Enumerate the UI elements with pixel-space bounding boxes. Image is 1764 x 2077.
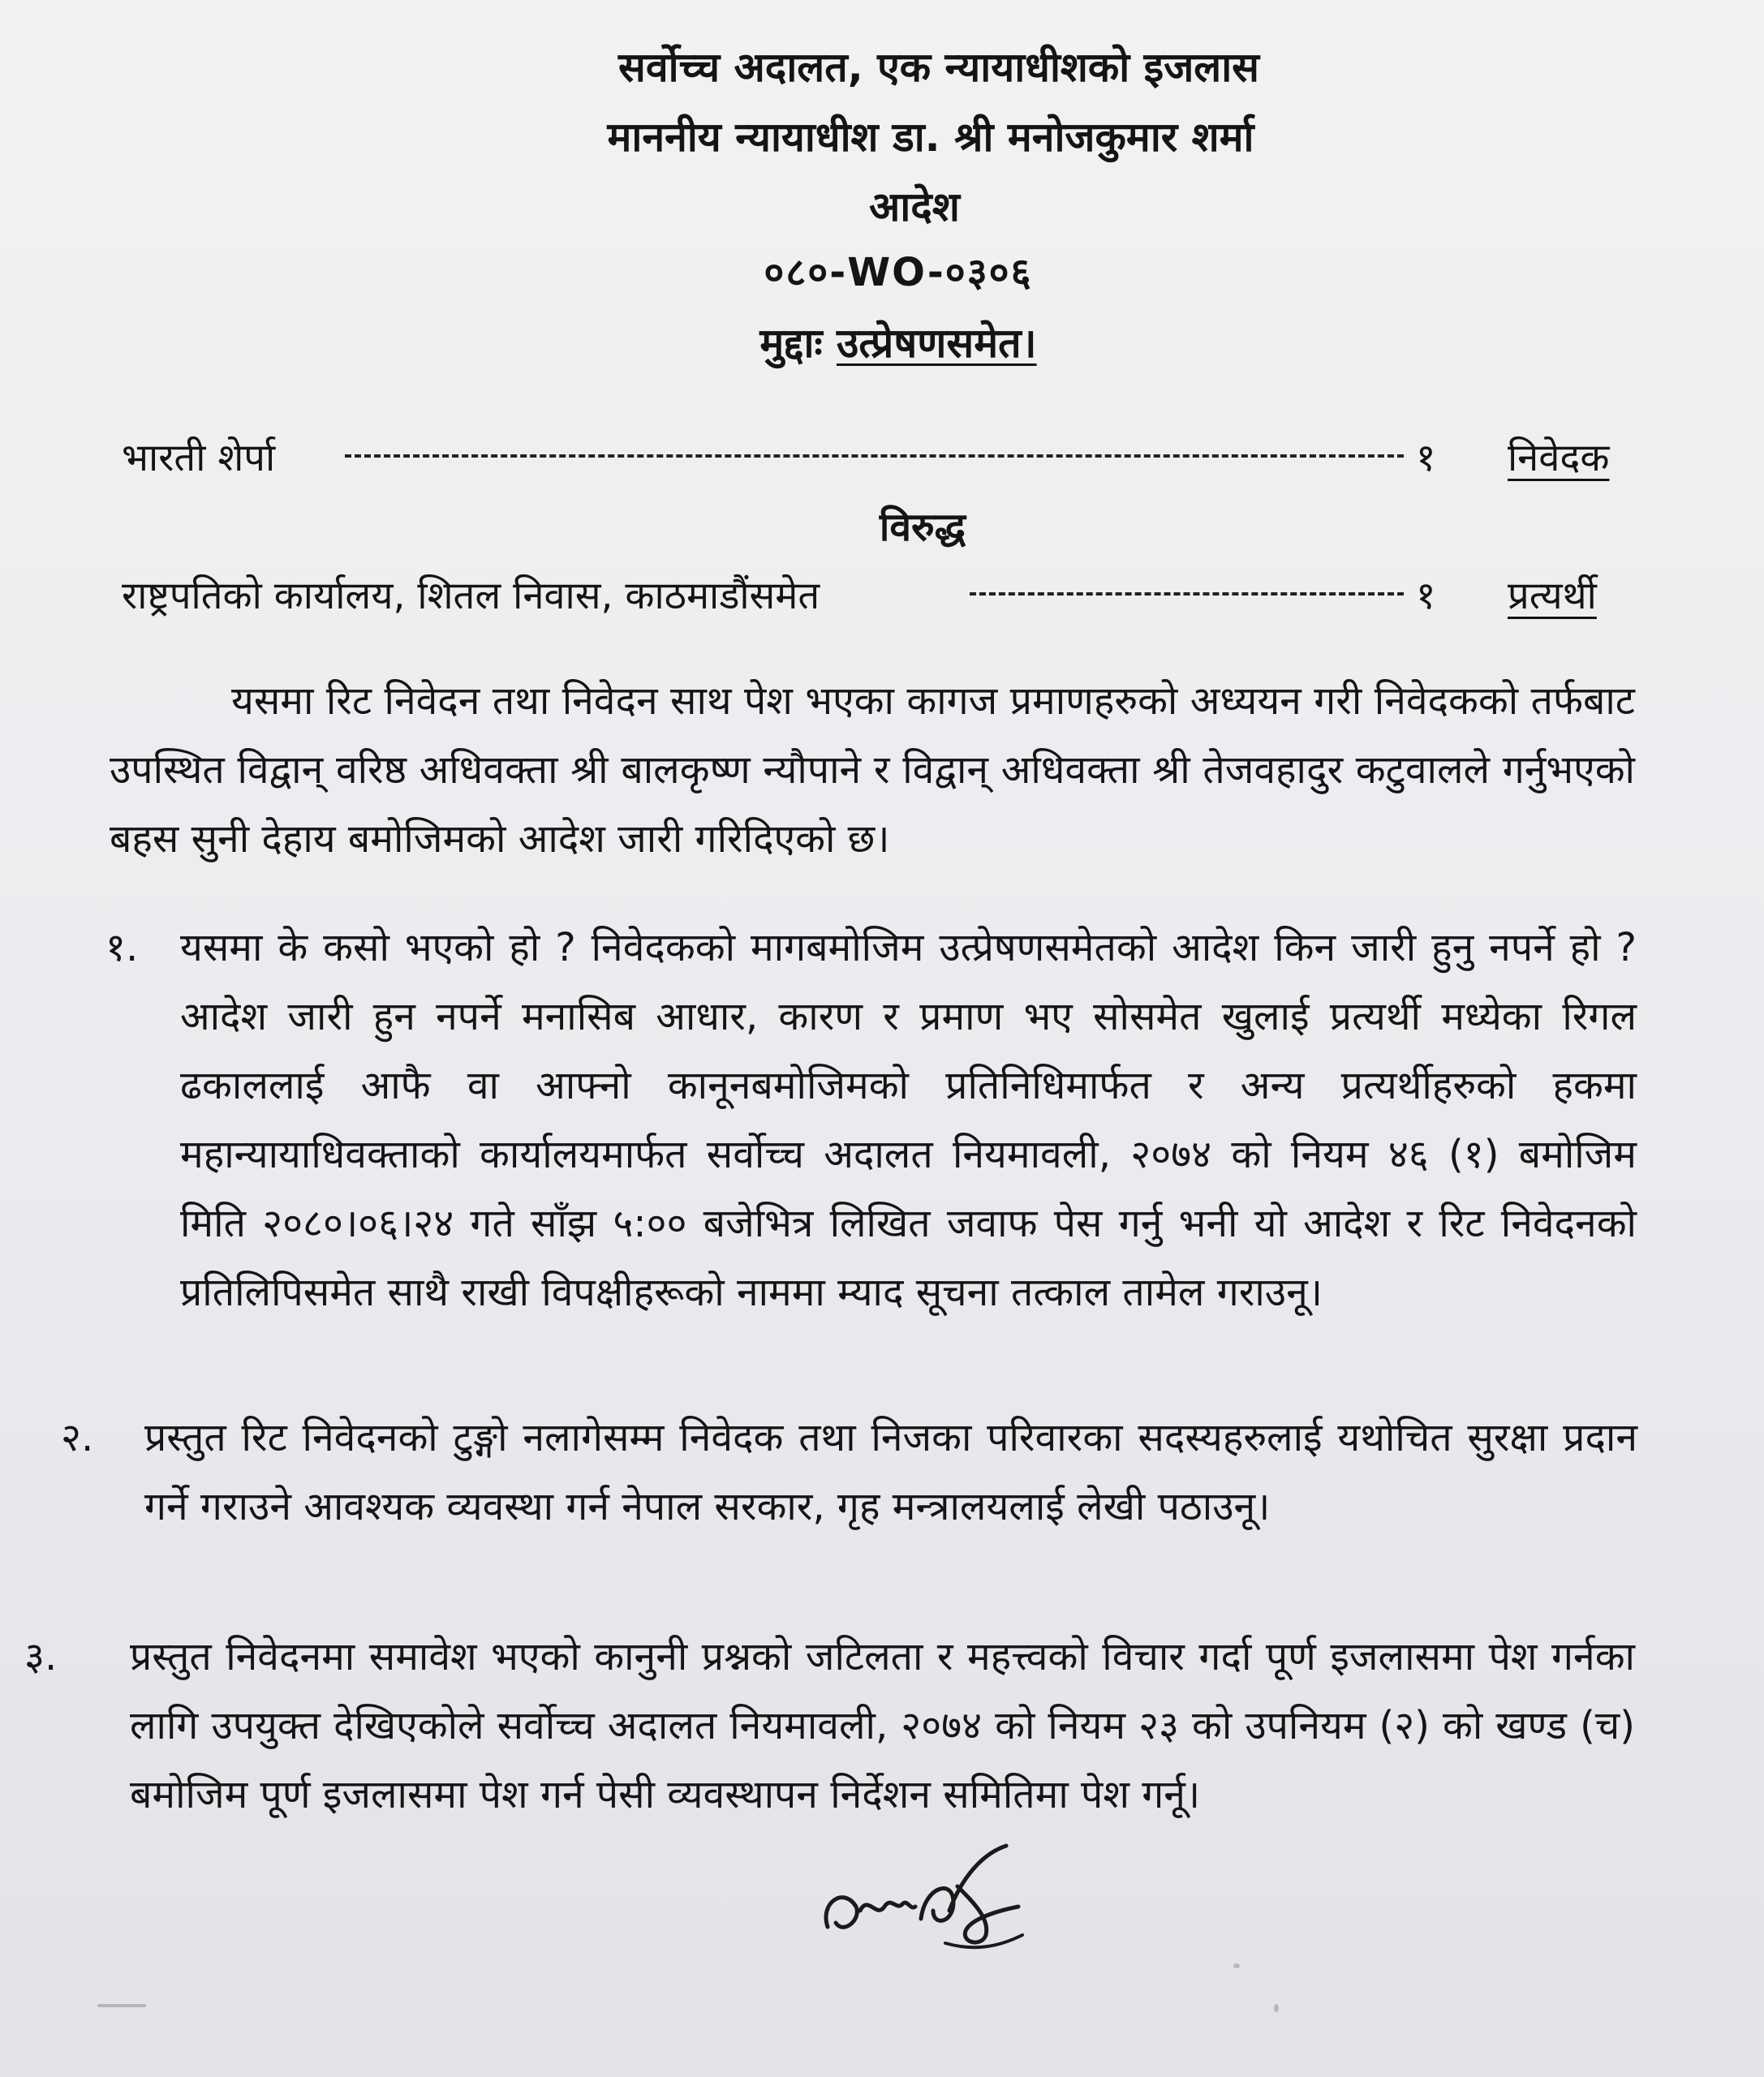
subject-label: मुद्दाः (759, 320, 823, 367)
order-text: यसमा के कसो भएको हो ? निवेदकको मागबमोजिम उत्प्रेषणसमेतको आदेश किन जारी हुनु नपर्ने हो ? आदेश जारी हुन नपर्ने मनासिब आधार, कारण र प्रमाण भए सोसमेत खुलाई प्रत्यर्थी मध्येका रिगल ढकाललाई आफै वा आफ्नो कानूनबमोजिमको प्रतिनिधिमार्फत र अन्य प्रत्यर्थीहरुको हकमा महान्यायाधिवक्ताको कार्यालयमार्फत सर्वोच्च अदालत नियमावली, २०७४ को नियम ४६ (१) बमोजिम मिति २०८०।०६।२४ गते साँझ ५:०० बजेभित्र लिखित जवाफ पेस गर्नु भनी यो आदेश र रिट निवेदनको प्रतिलिपिसमेत साथै राखी विपक्षीहरूको नाममा म्याद सूचना तत्काल तामेल गराउनू। (180, 925, 1637, 1315)
respondent-count: १ (1416, 574, 1436, 618)
order-number: २. (61, 1415, 94, 1460)
court-heading: सर्वोच्च अदालत, एक न्यायाधीशको इजलास (618, 44, 1259, 91)
intro-paragraph: यसमा रिट निवेदन तथा निवेदन साथ पेश भएका कागज प्रमाणहरुको अध्ययन गरी निवेदकको तर्फबाट उपस्थित विद्वान् वरिष्ठ अधिवक्ता श्री बालकृष्ण न्यौपाने र विद्वान् अधिवक्ता श्री तेजवहादुर कटुवालले गर्नुभएको बहस सुनी देहाय बमोजिमको आदेश जारी गरिदिएको छ। (110, 678, 1635, 862)
petitioner-row (122, 430, 1639, 482)
case-subject (16, 320, 1764, 367)
order-text: प्रस्तुत रिट निवेदनको टुङ्गो नलागेसम्म निवेदक तथा निजका परिवारका सदस्यहरुलाई यथोचित सुरक्षा प्रदान गर्ने गराउने आवश्यक व्यवस्था गर्न नेपाल सरकार, गृह मन्त्रालयलाई लेखी पठाउनू। (144, 1415, 1637, 1529)
petitioner-count: १ (1416, 436, 1436, 480)
respondent-role: प्रत्यर्थी (1508, 574, 1597, 618)
respondent-row (122, 568, 1639, 620)
document-type: आदेश (869, 183, 960, 230)
order-number: १. (105, 925, 139, 970)
versus-label: विरुद्ध (879, 505, 966, 550)
judge-heading: माननीय न्यायाधीश डा. श्री मनोजकुमार शर्मा (607, 114, 1254, 161)
signature-icon (811, 1830, 1055, 1959)
case-number: ०८०-WO-०३०६ (764, 250, 1033, 295)
petitioner-role: निवेदक (1508, 436, 1610, 480)
paper-speck (1274, 2004, 1279, 2012)
paper-speck (97, 2004, 146, 2007)
order-number: ३. (24, 1634, 58, 1679)
order-text: प्रस्तुत निवेदनमा समावेश भएको कानुनी प्रश्नको जटिलता र महत्त्वको विचार गर्दा पूर्ण इजलासमा पेश गर्नका लागि उपयुक्त देखिएकोले सर्वोच्च अदालत नियमावली, २०७४ को नियम २३ को उपनियम (२) को खण्ड (च) बमोजिम पूर्ण इजलासमा पेश गर्न पेसी व्यवस्थापन निर्देशन समितिमा पेश गर्नू। (130, 1634, 1635, 1817)
paper-speck (1233, 1963, 1240, 1968)
dashed-leader (970, 592, 1404, 596)
dashed-leader (345, 454, 1404, 458)
respondent-name: राष्ट्रपतिको कार्यालय, शितल निवास, काठमाडौंसमेत (122, 574, 820, 618)
petitioner-name: भारती शेर्पा (122, 436, 276, 480)
subject-value: उत्प्रेषणसमेत। (837, 320, 1037, 367)
